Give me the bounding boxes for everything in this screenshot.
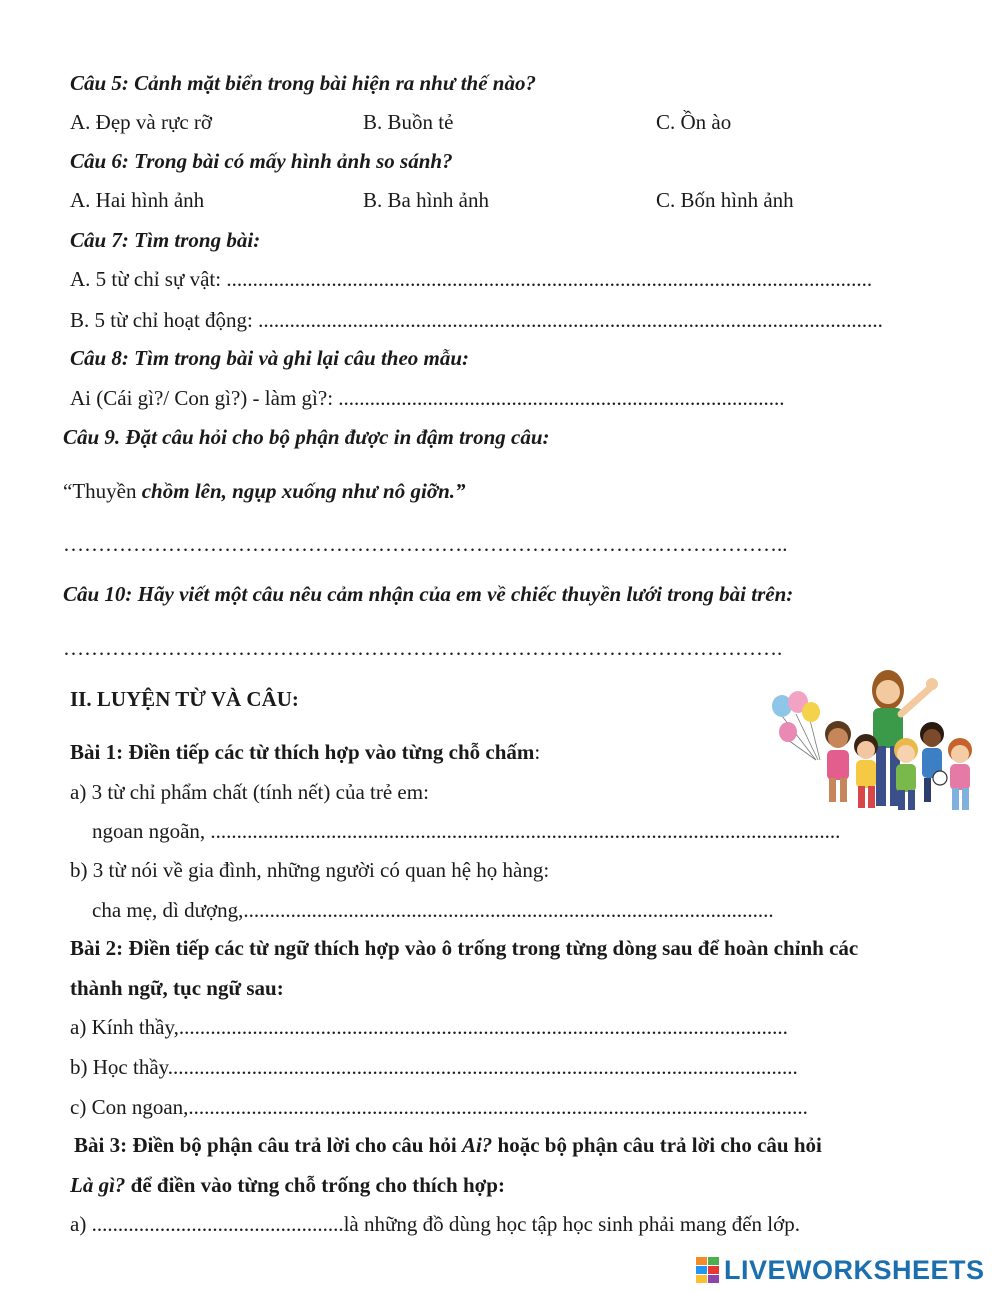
- question-5-title: Câu 5: Cảnh mặt biển trong bài hiện ra như thế nào?: [70, 71, 536, 95]
- bai-3-a-label: a): [70, 1212, 92, 1236]
- q7-a-label: A. 5 từ chỉ sự vật:: [70, 267, 222, 291]
- bai-2-a-line: [70, 1013, 788, 1041]
- q8-label: Ai (Cái gì?/ Con gì?) - làm gì?:: [70, 386, 334, 410]
- bai-2-b-answer-field[interactable]: ........................................................................................................................: [167, 1055, 798, 1079]
- balloon-pink-2: [779, 722, 797, 742]
- question-6-title: Câu 6: Trong bài có mấy hình ảnh so sánh?: [70, 149, 453, 173]
- liveworksheets-blocks-icon: [696, 1257, 720, 1283]
- bai-2-a-label: a) Kính thầy,: [70, 1015, 179, 1039]
- section-2-title: II. LUYỆN TỪ VÀ CÂU:: [70, 687, 299, 711]
- bai-2-b-line: [70, 1053, 798, 1081]
- q7-line-a: [70, 265, 872, 293]
- bai-1-title-colon: :: [534, 740, 541, 764]
- bai-3-a-line: [70, 1210, 800, 1238]
- children-balloons-illustration: [770, 660, 982, 820]
- bai-3-line-1-post: hoặc bộ phận câu trả lời cho câu hỏi: [492, 1133, 822, 1157]
- q8-line: [70, 384, 785, 412]
- bai-3-line-2-post: để điền vào từng chỗ trống cho thích hợp:: [125, 1173, 505, 1197]
- liveworksheets-logo[interactable]: [696, 1255, 985, 1285]
- bai-1-a-line: [92, 817, 840, 845]
- question-10-title: Câu 10: Hãy viết một câu nêu cảm nhận của em về chiếc thuyền lưới trong bài trên:: [63, 582, 794, 606]
- question-7-title: Câu 7: Tìm trong bài:: [70, 228, 261, 252]
- bai-1-title: [70, 738, 540, 766]
- q6-option-a[interactable]: A. Hai hình ảnh: [70, 188, 205, 212]
- q9-quote-bold: chồm lên, ngụp xuống như nô giỡn.”: [141, 479, 466, 503]
- bai-3-line-1-pre: Bài 3: Điền bộ phận câu trả lời cho câu hỏi: [74, 1133, 462, 1157]
- q6-option-b[interactable]: B. Ba hình ảnh: [363, 188, 489, 212]
- bai-2-c-line: [70, 1093, 808, 1121]
- q5-option-c[interactable]: C. Ồn ào: [656, 110, 732, 134]
- bai-1-a-answer-field[interactable]: ........................................................................................................................: [210, 819, 841, 843]
- bai-1-b-line: [92, 896, 774, 924]
- q7-b-answer-field[interactable]: .......................................................................................................................: [258, 308, 883, 332]
- q7-line-b: [70, 306, 883, 334]
- q5-option-b[interactable]: B. Buồn tẻ: [363, 110, 454, 134]
- q9-quote-start: “Thuyền: [63, 479, 142, 503]
- bai-1-title-text: Bài 1: Điền tiếp các từ thích hợp vào từng chỗ chấm: [70, 740, 535, 764]
- bai-2-a-answer-field[interactable]: ....................................................................................................................: [178, 1015, 788, 1039]
- bai-3-title-line-1: [74, 1131, 822, 1159]
- bai-1-a-seed: ngoan ngoãn,: [92, 819, 211, 843]
- q5-option-a[interactable]: A. Đẹp và rực rỡ: [70, 110, 213, 134]
- balloon-yellow: [802, 702, 820, 722]
- bai-1-b-answer-field[interactable]: .....................................................................................................: [243, 898, 774, 922]
- q10-answer-field[interactable]: ………………………………………………………………………………………….: [63, 636, 783, 660]
- q6-option-c[interactable]: C. Bốn hình ảnh: [656, 188, 794, 212]
- bai-1-a-prompt: a) 3 từ chỉ phẩm chất (tính nết) của trẻ em:: [70, 780, 429, 804]
- bai-3-a-rest: là những đồ dùng học tập học sinh phải mang đến lớp.: [343, 1212, 800, 1236]
- q9-answer-field[interactable]: …………………………………………………………………………………………..: [63, 532, 788, 556]
- bai-2-c-answer-field[interactable]: ......................................................................................................................: [188, 1095, 808, 1119]
- bai-1-b-seed: cha mẹ, dì dượng,: [92, 898, 244, 922]
- bai-1-b-prompt: b) 3 từ nói về gia đình, những người có quan hệ họ hàng:: [70, 858, 550, 882]
- bai-2-title-line-2: thành ngữ, tục ngữ sau:: [70, 976, 284, 1000]
- bai-3-la-gi: Là gì?: [70, 1173, 126, 1197]
- question-8-title: Câu 8: Tìm trong bài và ghi lại câu theo mẫu:: [70, 346, 470, 370]
- q9-quote: [63, 477, 466, 505]
- bai-3-ai: Ai?: [461, 1133, 493, 1157]
- q7-b-label: B. 5 từ chỉ hoạt động:: [70, 308, 253, 332]
- bai-2-b-label: b) Học thầy: [70, 1055, 168, 1079]
- question-9-title: Câu 9. Đặt câu hỏi cho bộ phận được in đậm trong câu:: [63, 425, 550, 449]
- liveworksheets-text: LIVEWORKSHEETS: [724, 1254, 985, 1285]
- bai-3-title-line-2: [70, 1171, 505, 1199]
- bai-2-c-label: c) Con ngoan,: [70, 1095, 189, 1119]
- q7-a-answer-field[interactable]: ...........................................................................................................................: [226, 267, 873, 291]
- bai-3-a-answer-field[interactable]: ................................................: [91, 1212, 344, 1236]
- bai-2-title-line-1: Bài 2: Điền tiếp các từ ngữ thích hợp vào ô trống trong từng dòng sau để hoàn chỉnh các: [70, 936, 859, 960]
- football-icon: [933, 771, 947, 785]
- q8-answer-field[interactable]: .....................................................................................: [338, 386, 785, 410]
